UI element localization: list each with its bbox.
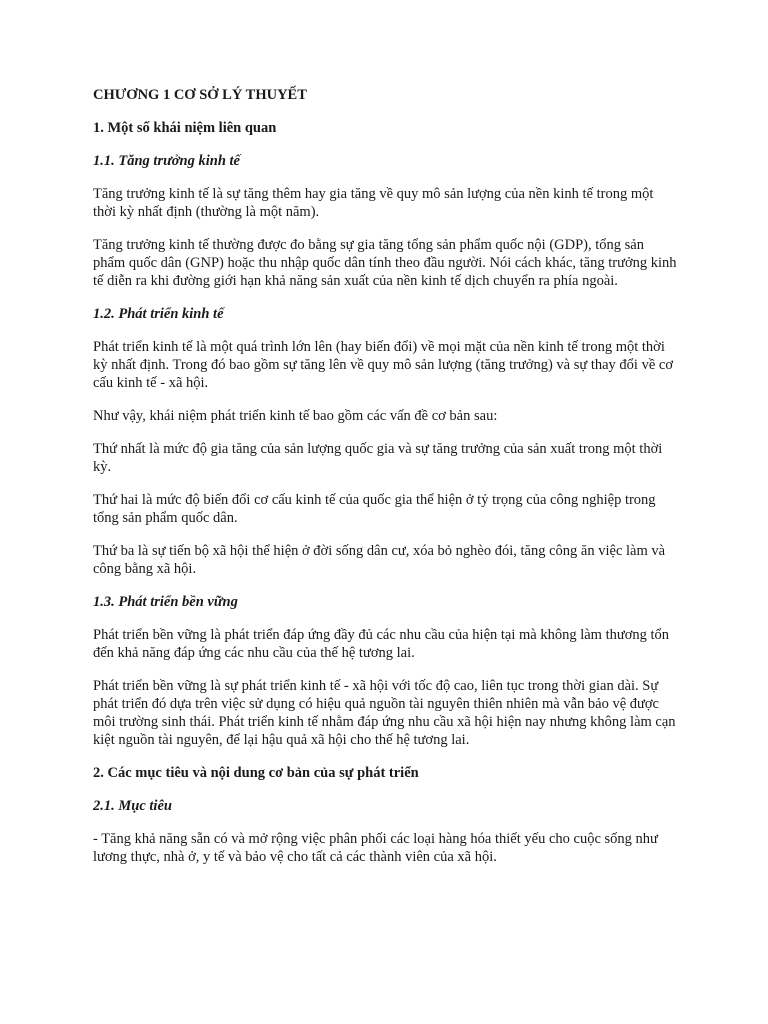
section-1-3-paragraph-2: Phát triển bền vững là sự phát triển kinh tế - xã hội với tốc độ cao, liên tục trong thời gian dài. Sự phát triển đó dựa trên việc sử dụng có hiệu quả nguồn tài nguyên thiên nhiên mà vẫn bảo vệ được môi trường sinh thái. Phát triển kinh tế nhằm đáp ứng nhu cầu xã hội hiện nay nhưng không làm cạn kiệt nguồn tài nguyên, để lại hậu quả xã hội cho thế hệ tương lai.: [93, 678, 676, 748]
section-1-2-heading: 1.2. Phát triển kinh tế: [93, 306, 224, 322]
section-1-2-paragraph-4: Thứ hai là mức độ biến đổi cơ cấu kinh tế của quốc gia thể hiện ở tỷ trọng của công nghiệp trong tổng sản phẩm quốc dân.: [93, 492, 656, 526]
section-1-2-paragraph-1: Phát triển kinh tế là một quá trình lớn lên (hay biến đổi) về mọi mặt của nền kinh tế trong một thời kỳ nhất định. Trong đó bao gồm sự tăng lên về quy mô sản lượng (tăng trưởng) và sự thay đổi về cơ cấu kinh tế - xã hội.: [93, 339, 673, 391]
section-2-1-heading: 2.1. Mục tiêu: [93, 798, 172, 814]
section-1-2-paragraph-5: Thứ ba là sự tiến bộ xã hội thể hiện ở đời sống dân cư, xóa bỏ nghèo đói, tăng công ăn việc làm và công bằng xã hội.: [93, 543, 666, 577]
chapter-title: CHƯƠNG 1 CƠ SỞ LÝ THUYẾT: [93, 87, 307, 103]
section-1-1-paragraph-2: Tăng trưởng kinh tế thường được đo bằng sự gia tăng tổng sản phẩm quốc nội (GDP), tổng sản phẩm quốc dân (GNP) hoặc thu nhập quốc dân tính theo đầu người. Nói cách khác, tăng trưởng kinh tế diễn ra khi đường giới hạn khả năng sản xuất của nền kinh tế dịch chuyển ra phía ngoài.: [93, 237, 677, 289]
section-1-1-heading: 1.1. Tăng trưởng kinh tế: [93, 153, 240, 169]
section-1-2-paragraph-3: Thứ nhất là mức độ gia tăng của sản lượng quốc gia và sự tăng trưởng của sản xuất trong một thời kỳ.: [93, 441, 663, 475]
section-1-3-heading: 1.3. Phát triển bền vững: [93, 594, 238, 610]
section-1-3-paragraph-1: Phát triển bền vững là phát triển đáp ứng đầy đủ các nhu cầu của hiện tại mà không làm thương tổn đến khả năng đáp ứng các nhu cầu của thế hệ tương lai.: [93, 627, 670, 661]
section-2-1-paragraph-1: - Tăng khả năng sẵn có và mở rộng việc phân phối các loại hàng hóa thiết yếu cho cuộc sống như lương thực, nhà ở, y tế và bảo vệ cho tất cả các thành viên của xã hội.: [93, 831, 658, 865]
section-1-2-paragraph-2: Như vậy, khái niệm phát triển kinh tế bao gồm các vấn đề cơ bản sau:: [93, 408, 498, 424]
section-1-1-paragraph-1: Tăng trưởng kinh tế là sự tăng thêm hay gia tăng về quy mô sản lượng của nền kinh tế trong một thời kỳ nhất định (thường là một năm).: [93, 186, 654, 220]
section-1-heading: 1. Một số khái niệm liên quan: [93, 120, 277, 136]
section-2-heading: 2. Các mục tiêu và nội dung cơ bản của sự phát triển: [93, 765, 419, 781]
